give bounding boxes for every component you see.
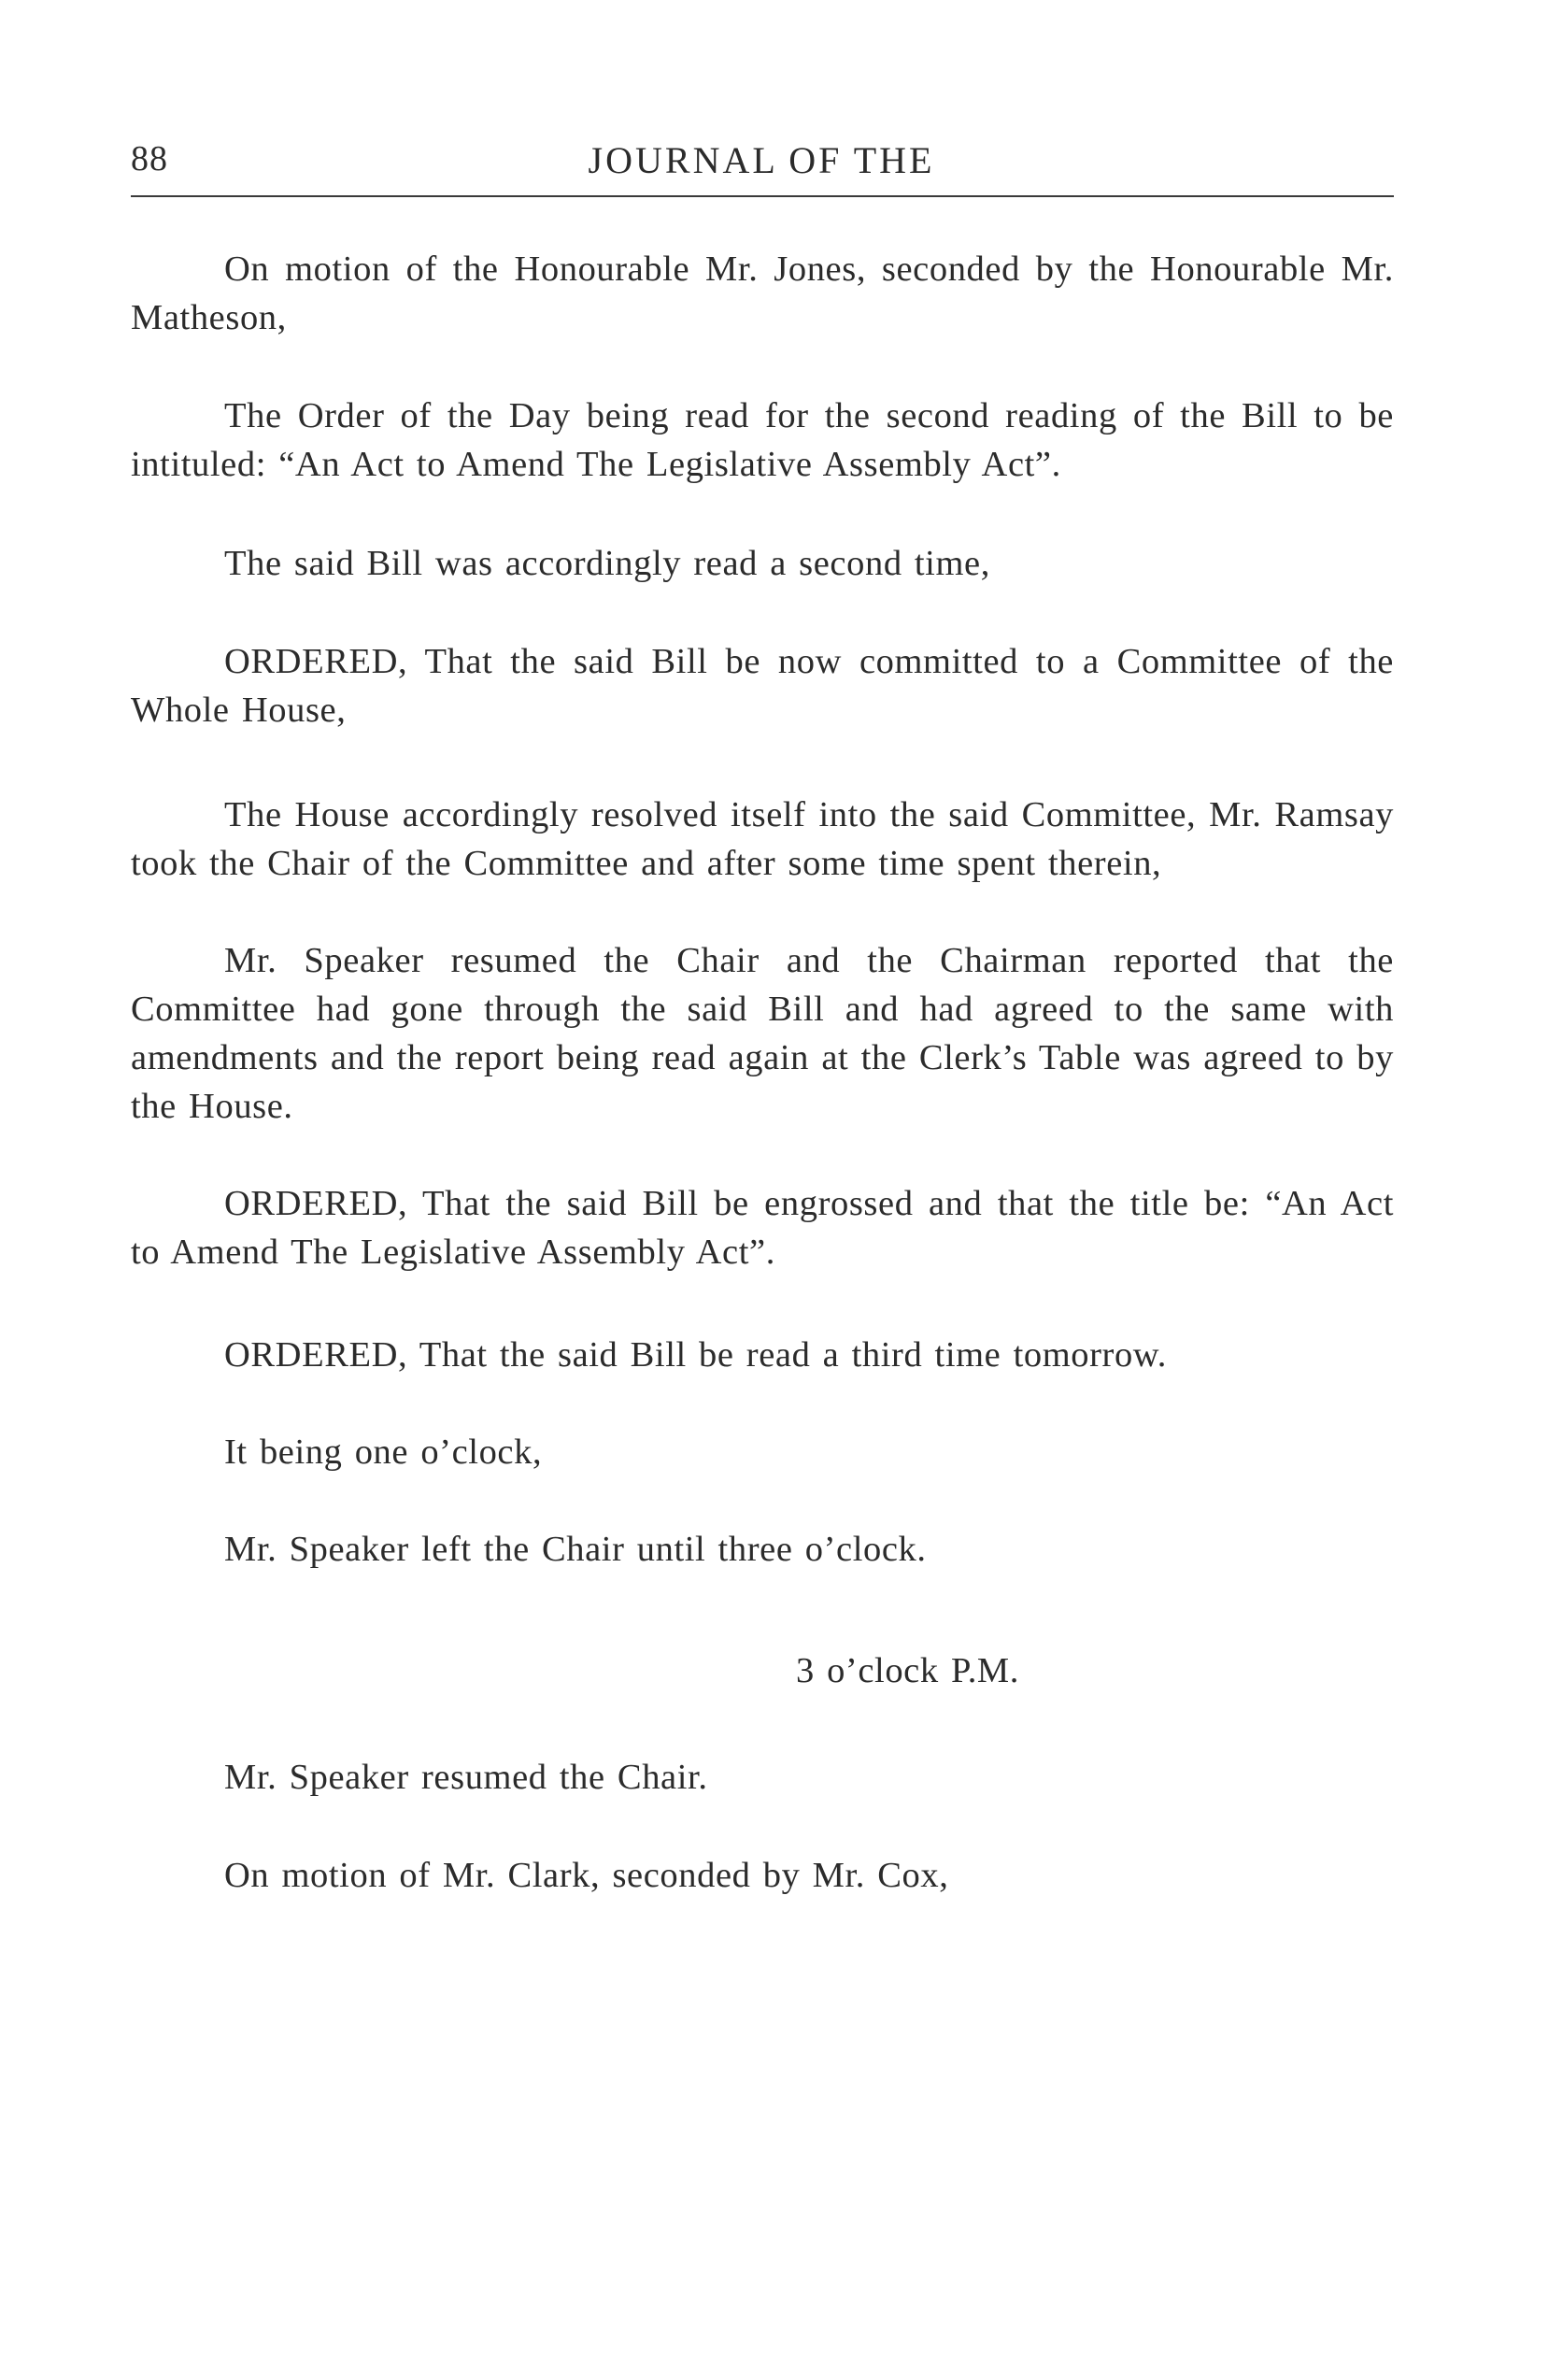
paragraph-one-oclock: It being one o’clock, <box>224 1432 543 1472</box>
paragraph-speaker-resumed: Mr. Speaker resumed the Chair. <box>224 1758 708 1797</box>
paragraph-order-of-day: The Order of the Day being read for the second reading of the Bill to be intituled: “An Act to Amend The Legislative Assembly Act”. <box>131 396 1394 484</box>
journal-body <box>131 245 1394 1900</box>
paragraph-second-reading: The said Bill was accordingly read a second time, <box>224 544 990 583</box>
paragraph-ordered-committee: ORDERED, That the said Bill be now committed to a Committee of the Whole House, <box>131 642 1394 730</box>
paragraph-motion-jones: On motion of the Honourable Mr. Jones, seconded by the Honourable Mr. Matheson, <box>131 249 1394 337</box>
page-header <box>131 138 1392 194</box>
paragraph-speaker-left: Mr. Speaker left the Chair until three o’clock. <box>224 1530 927 1569</box>
time-heading: 3 o’clock P.M. <box>796 1651 1019 1690</box>
paragraph-motion-clark: On motion of Mr. Clark, seconded by Mr. Cox, <box>224 1856 949 1895</box>
paragraph-house-resolved: The House accordingly resolved itself into the said Committee, Mr. Ramsay took the Chair of the Committee and after some time spent therein, <box>131 795 1394 883</box>
page-number: 88 <box>131 139 168 178</box>
paragraph-speaker-resumed-report: Mr. Speaker resumed the Chair and the Chairman reported that the Committee had gone through the said Bill and had agreed to the same with amendments and the report being read again at the Clerk’s Table was agreed to by the House. <box>131 941 1394 1126</box>
paragraph-ordered-engrossed: ORDERED, That the said Bill be engrossed and that the title be: “An Act to Amend The Legislative Assembly Act”. <box>131 1184 1394 1272</box>
header-rule <box>131 195 1394 197</box>
paragraph-ordered-third-reading: ORDERED, That the said Bill be read a third time tomorrow. <box>224 1335 1167 1375</box>
running-title: JOURNAL OF THE <box>588 139 935 181</box>
